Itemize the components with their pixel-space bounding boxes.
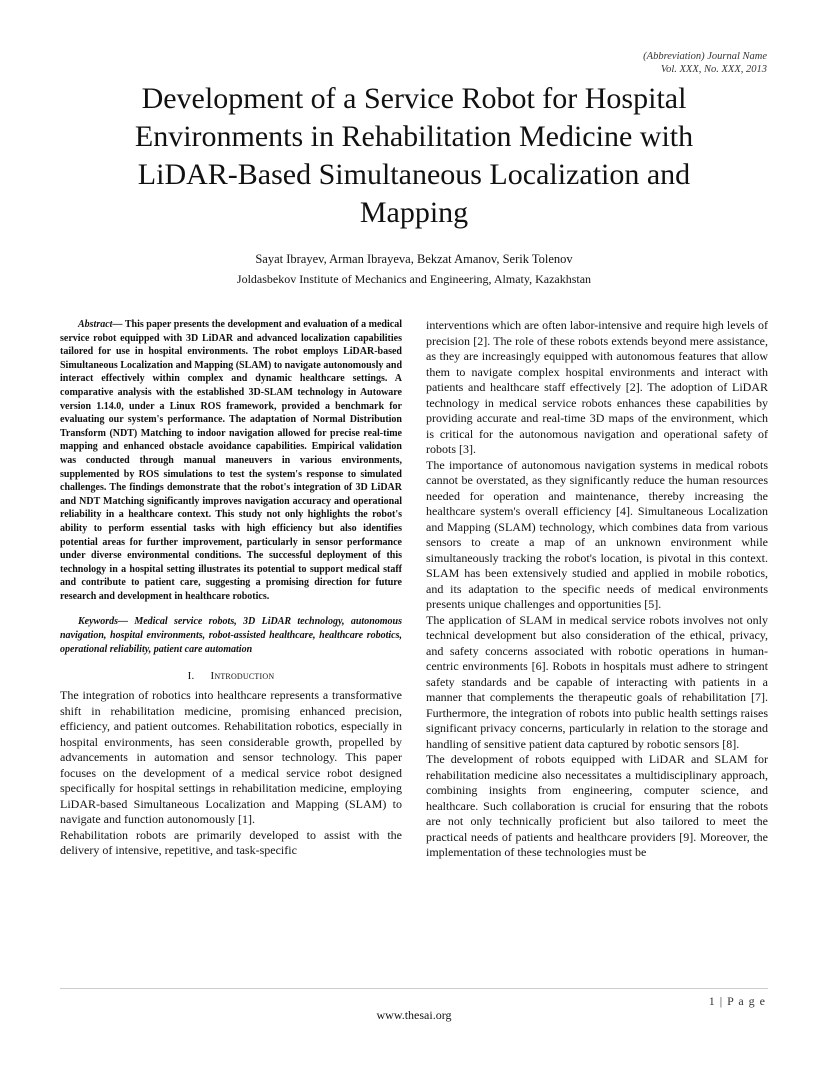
journal-header xyxy=(643,50,767,76)
abstract-label: Abstract— xyxy=(78,319,123,330)
keywords xyxy=(60,615,402,656)
website-link[interactable]: www.thesai.org xyxy=(376,1008,452,1022)
right-column xyxy=(426,318,768,861)
paper-title: Development of a Service Robot for Hospital Environments in Rehabilitation Medicine with LiDAR-Based Simultaneous Localization and Mapping xyxy=(134,82,694,229)
body-paragraph: interventions which are often labor-intensive and require high levels of precision [2]. The role of these robots extends beyond mere assistance, as they are increasingly equipped with autonomous features that allow them to navigate complex hospital environments and interact with patients and healthcare staff effectively [2]. The adoption of LiDAR technology in medical service robots enhances these capabilities by providing accurate and real-time 3D maps of the environment, which is critical for the autonomous navigation and operational safety of robots [3]. xyxy=(426,318,768,456)
left-column xyxy=(60,318,402,859)
abstract xyxy=(60,318,402,603)
keywords-text: Medical service robots, 3D LiDAR technology, autonomous navigation, hospital environments, robot-assisted healthcare, healthcare robotics, operational reliability, patient care automation xyxy=(60,616,402,655)
section-title: Introduction xyxy=(210,670,275,683)
authors: Sayat Ibrayev, Arman Ibrayeva, Bekzat Amanov, Serik Tolenov xyxy=(255,252,573,266)
journal-name: (Abbreviation) Journal Name xyxy=(643,51,767,62)
keywords-label: Keywords— xyxy=(78,616,128,628)
body-paragraph: Rehabilitation robots are primarily developed to assist with the delivery of intensive, repetitive, and task-specific xyxy=(60,827,402,858)
body-paragraph: The integration of robotics into healthcare represents a transformative shift in rehabilitation medicine, promising enhanced precision, efficiency, and patient outcomes. Rehabilitation robotics, especially in hospital environments, has seen considerable growth, propelled by advancements in automation and sensor technology. This paper focuses on the development of a medical service robot designed specifically for hospital settings in rehabilitation medicine, employing LiDAR-based Simultaneous Localization and Mapping (SLAM) to navigate and function autonomously [1]. xyxy=(60,688,402,827)
affiliation: Joldasbekov Institute of Mechanics and Engineering, Almaty, Kazakhstan xyxy=(236,272,592,286)
section-heading xyxy=(60,670,402,682)
page-number: 1 | P a g e xyxy=(708,994,766,1008)
abstract-text: This paper presents the development and evaluation of a medical service robot equipped with 3D LiDAR and advanced localization capabilities tailored for use in hospital environments. The robot employs LiDAR-based Simultaneous Localization and Mapping (SLAM) to navigate autonomously and interact effectively within complex and dynamic healthcare settings. A comparative analysis with the established 3D-SLAM technology in Autoware version 1.14.0, under a Linux ROS framework, provided a benchmark for evaluating our system's performance. The adaptation of Normal Distribution Transform (NDT) Matching to indoor navigation allowed for precise real-time mapping and enhanced obstacle avoidance capabilities. Empirical validation was conducted through manual maneuvers in various environments, supplemented by ROS simulations to test the system's response to simulated challenges. The findings demonstrate that the robot's integration of 3D LiDAR and NDT Matching significantly improves navigation accuracy and operational reliability in a healthcare context. This study not only highlights the robot's ability to perform essential tasks with high efficiency but also identifies potential areas for further improvement, particularly in sensor performance under diverse environmental conditions. The successful deployment of this technology in a hospital setting illustrates its potential to support medical staff and contribute to patient care, suggesting a promising direction for future research and development in healthcare robotics. xyxy=(60,319,402,602)
journal-volume: Vol. XXX, No. XXX, 2013 xyxy=(660,64,767,75)
body-paragraph: The importance of autonomous navigation systems in medical robots cannot be overstated, as they significantly reduce the human resources needed for operation and maintenance, thereby increasing the healthcare system's overall efficiency [4]. Simultaneous Localization and Mapping (SLAM) technology, which combines data from various sensors to create a map of an unknown environment while simultaneously tracking the robot's location, is pivotal in this context. SLAM has been extensively studied and applied in mobile robotics, and its adaptation to the specific needs of medical environments presents unique challenges and opportunities [5]. xyxy=(426,457,768,611)
body-paragraph: The development of robots equipped with LiDAR and SLAM for rehabilitation medicine also necessitates a multidisciplinary approach, combining insights from engineering, computer science, and healthcare. Such collaboration is crucial for ensuring that the robots are not only technically proficient but also tailored to meet the practical needs of patients and healthcare providers [9]. Moreover, the implementation of these technologies must be xyxy=(426,752,768,859)
body-paragraph: The application of SLAM in medical service robots involves not only technical development but also consideration of the ethical, privacy, and safety concerns associated with robotic operations in human-centric environments [6]. Robots in hospitals must adhere to stringent safety standards and be capable of interacting with patients in a manner that complements the therapeutic goals of rehabilitation [7]. Furthermore, the integration of robots into public health settings raises significant privacy concerns, particularly in relation to the storage and handling of sensitive patient data captured by robotic sensors [8]. xyxy=(426,612,768,751)
section-number: I. xyxy=(187,670,195,683)
footer-divider xyxy=(60,988,768,989)
